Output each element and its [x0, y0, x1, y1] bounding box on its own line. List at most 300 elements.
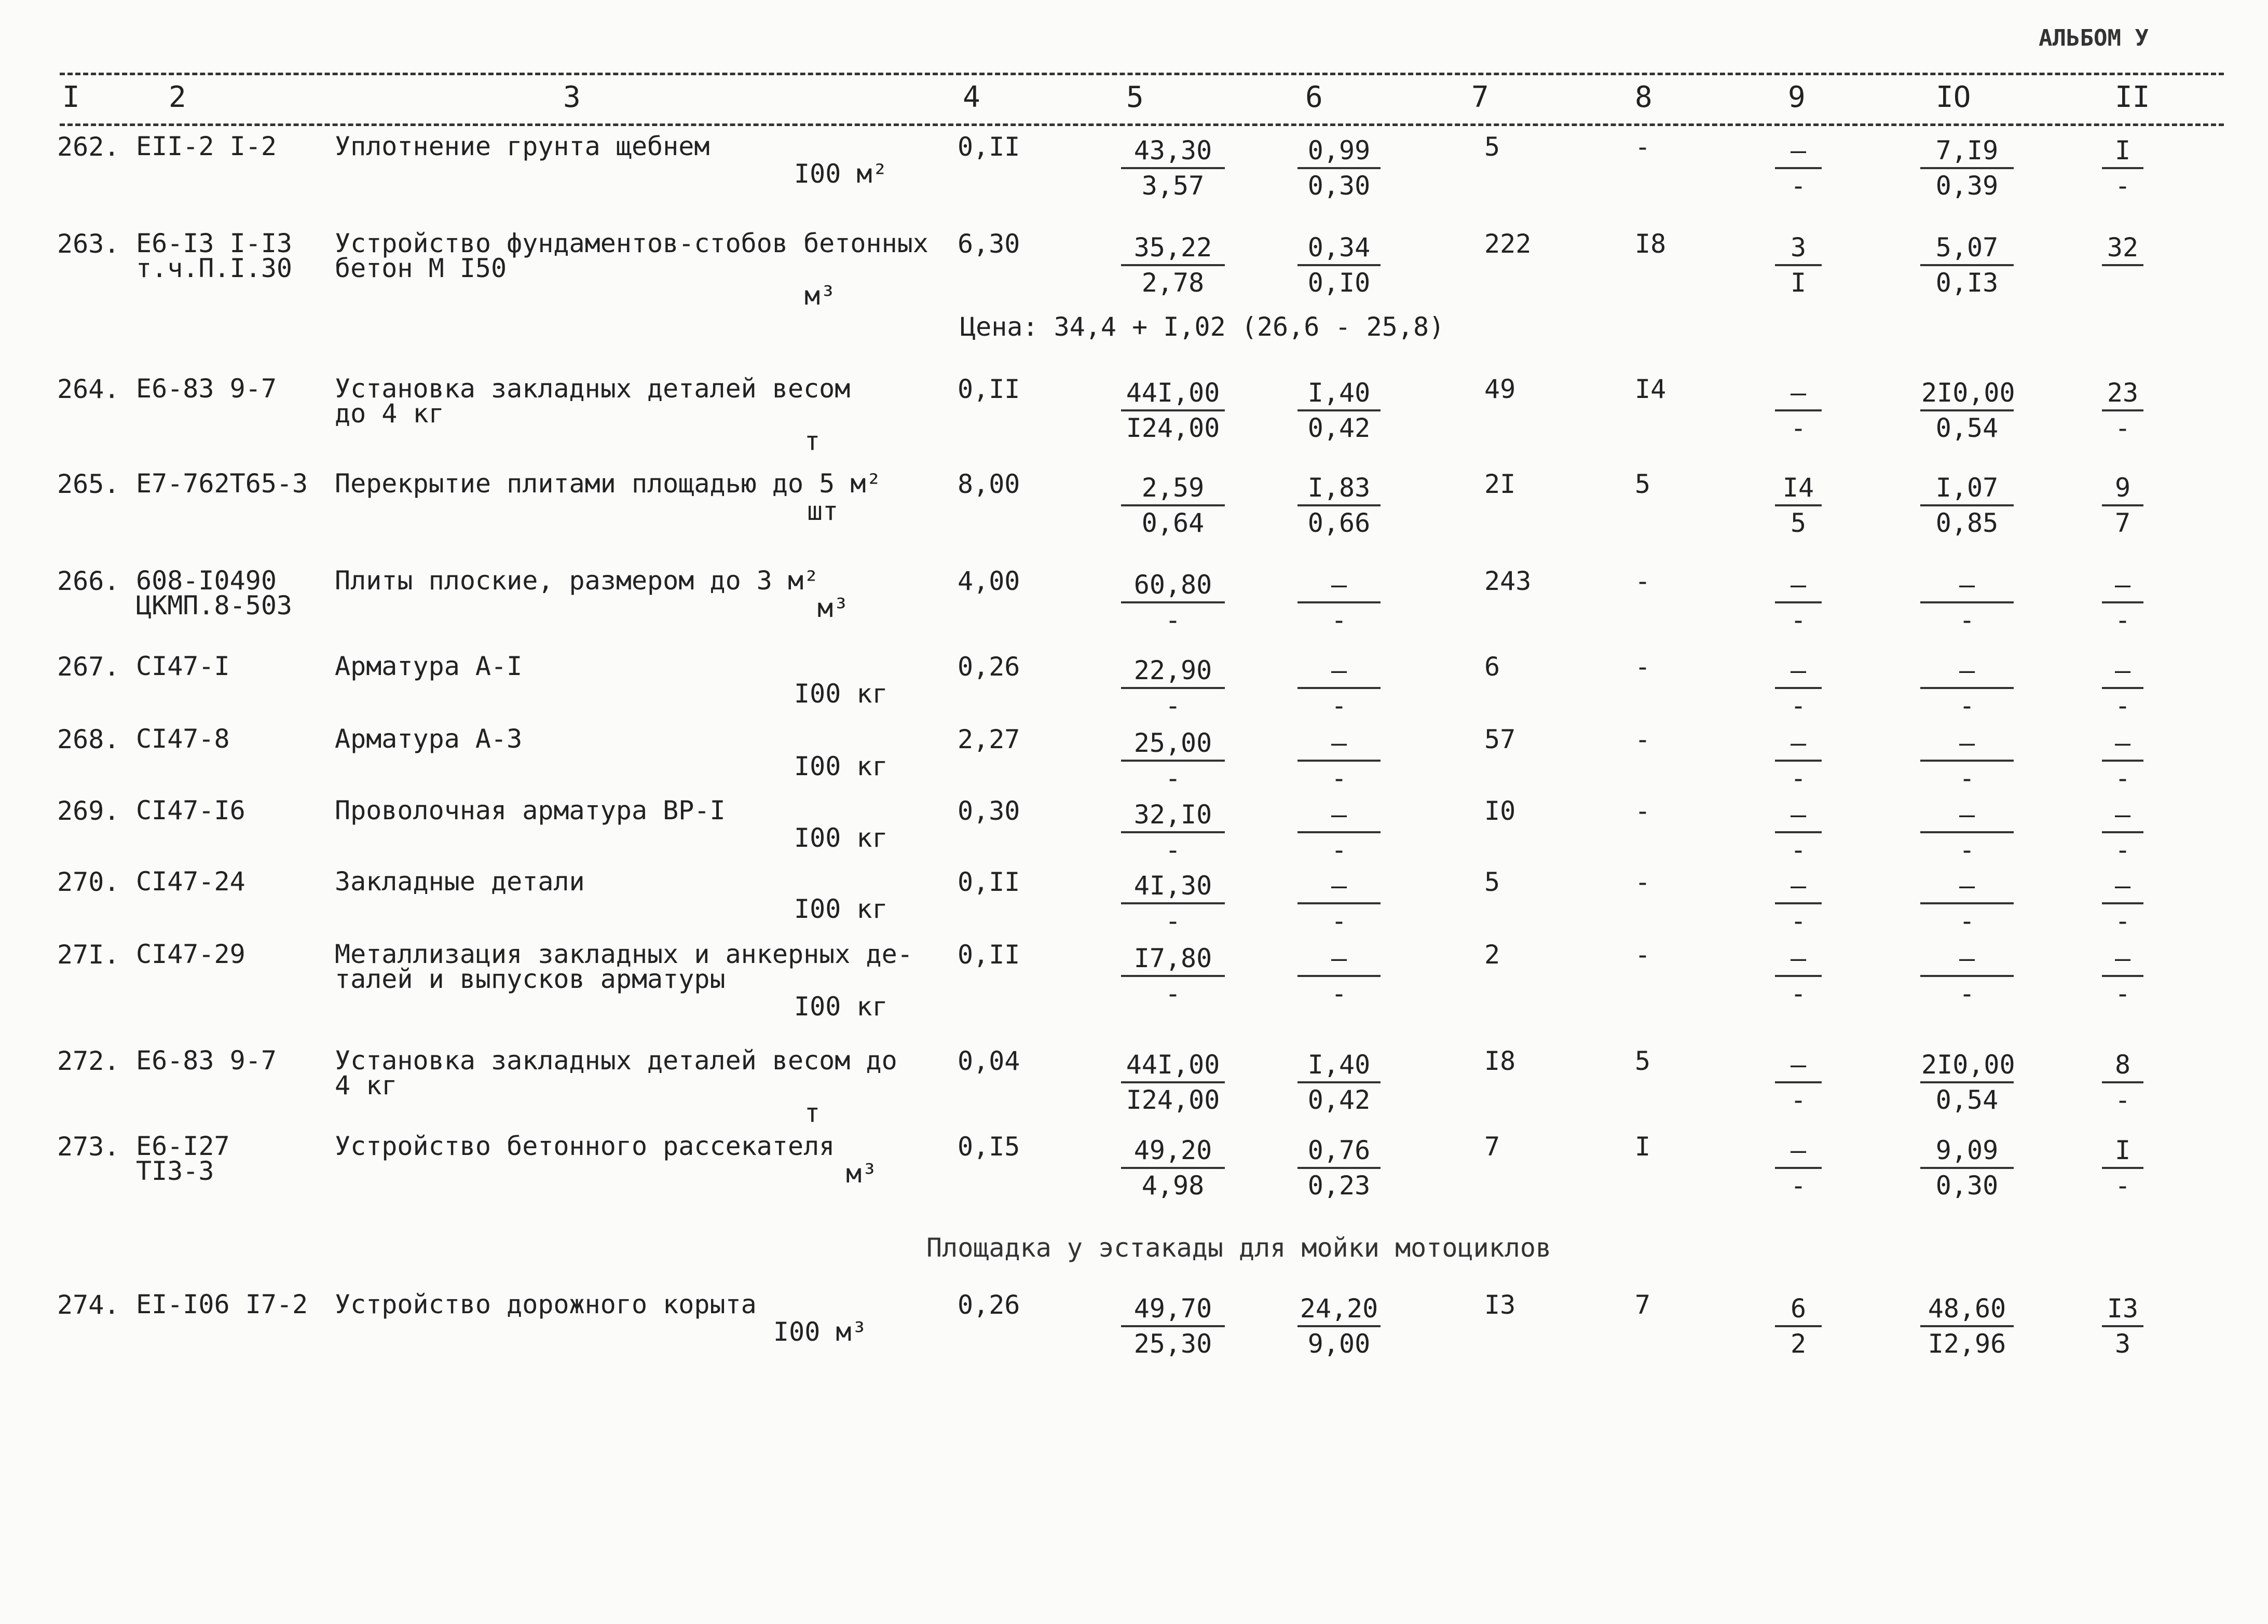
value-col9-denominator: 2	[1790, 1329, 1807, 1359]
table-row	[0, 939, 2268, 1035]
value-col7: I0	[1484, 796, 1516, 826]
cost-col5	[1121, 134, 1225, 202]
work-name: Устройство бетонного рассекателя	[335, 1131, 835, 1161]
section-title: Площадка у эстакады для мойки мотоциклов	[926, 1233, 1552, 1263]
value-col11-denominator: -	[2114, 1085, 2131, 1115]
cost-col5-denominator: -	[1165, 906, 1181, 936]
value-col11-numerator: 23	[2102, 376, 2143, 411]
cost-col5	[1121, 1048, 1225, 1117]
table-row	[0, 228, 2268, 324]
value-col11	[2102, 376, 2143, 445]
cost-col6	[1297, 1048, 1381, 1117]
value-col11-denominator: -	[2114, 763, 2131, 793]
header-bottom-rule	[60, 123, 2224, 126]
cost-col5-numerator: 44I,00	[1121, 376, 1225, 411]
value-col9-denominator: 5	[1790, 508, 1807, 538]
value-col9-denominator: -	[1790, 691, 1807, 721]
unit-of-measure: I00 кг	[794, 823, 888, 853]
cost-col5	[1121, 1292, 1225, 1360]
rate-code: 608-I0490 ЦКМП.8-503	[136, 566, 293, 621]
work-name: Проволочная арматура ВР-I	[335, 795, 726, 825]
value-col9-denominator: -	[1790, 835, 1807, 865]
value-col11-numerator: I	[2102, 1134, 2143, 1169]
cost-col6-numerator: I,40	[1297, 376, 1381, 411]
cost-col6	[1297, 726, 1381, 795]
value-col10	[1920, 134, 2014, 202]
cost-col6	[1297, 376, 1381, 445]
quantity: 0,26	[958, 1290, 1020, 1320]
value-col10-denominator: 0,39	[1935, 171, 1999, 201]
cost-col5-numerator: 25,00	[1121, 726, 1225, 762]
value-col8: 7	[1635, 1290, 1651, 1320]
rate-code: CI47-8	[136, 724, 230, 754]
value-col11	[2102, 942, 2143, 1010]
value-col9-denominator: I	[1790, 268, 1807, 298]
cost-col5-denominator: I24,00	[1126, 413, 1220, 443]
value-col8: -	[1635, 132, 1651, 162]
value-col11	[2102, 471, 2143, 540]
column-number: 5	[1126, 80, 1144, 114]
value-col7: 6	[1484, 652, 1500, 682]
value-col11-denominator: -	[2114, 979, 2131, 1009]
column-number: 7	[1471, 80, 1489, 114]
value-col7: 2I	[1484, 469, 1516, 499]
value-col9	[1775, 231, 1822, 299]
value-col10	[1920, 471, 2014, 540]
table-row	[0, 568, 2268, 662]
header-top-rule	[60, 73, 2224, 75]
value-col10	[1920, 1292, 2014, 1360]
cost-col6-denominator: -	[1331, 691, 1347, 721]
work-name: Плиты плоские, размером до 3 м²	[335, 566, 819, 596]
cost-col6	[1297, 1292, 1381, 1360]
value-col9-numerator: –	[1775, 726, 1822, 762]
value-col9-denominator: -	[1790, 906, 1807, 936]
value-col10-denominator: -	[1959, 691, 1975, 721]
value-col11-numerator: I3	[2102, 1292, 2143, 1327]
value-col8: I	[1635, 1132, 1651, 1162]
row-number: 262.	[57, 132, 120, 162]
column-number: 2	[169, 80, 186, 114]
cost-col5	[1121, 654, 1225, 722]
value-col8: I4	[1635, 374, 1666, 404]
value-col10-denominator: 0,30	[1935, 1171, 1999, 1201]
value-col10-denominator: -	[1959, 763, 1975, 793]
value-col9	[1775, 942, 1822, 1010]
row-number: 263.	[57, 229, 120, 259]
cost-col6-denominator: 0,42	[1307, 1085, 1371, 1115]
row-number: 272.	[57, 1046, 120, 1076]
value-col10	[1920, 1048, 2014, 1117]
value-col10-numerator: 9,09	[1920, 1134, 2014, 1169]
quantity: 0,II	[958, 132, 1020, 162]
value-col9	[1775, 869, 1822, 938]
value-col10	[1920, 942, 2014, 1010]
value-col11-denominator: -	[2114, 835, 2131, 865]
cost-col5	[1121, 376, 1225, 445]
rate-code: EII-2 I-2	[136, 131, 277, 161]
column-number: IO	[1936, 80, 1971, 114]
value-col7: 5	[1484, 132, 1500, 162]
value-col11-numerator: –	[2102, 568, 2143, 603]
cost-col5-numerator: 2,59	[1121, 471, 1225, 506]
column-number: 9	[1788, 80, 1806, 114]
unit-of-measure: м³	[804, 281, 836, 311]
cost-col5-numerator: 49,20	[1121, 1134, 1225, 1169]
value-col9	[1775, 798, 1822, 866]
table-row	[0, 1045, 2268, 1141]
rate-code: EI-I06 I7-2	[136, 1289, 308, 1319]
quantity: 0,II	[958, 374, 1020, 404]
value-col11	[2102, 798, 2143, 866]
value-col7: 5	[1484, 867, 1500, 897]
value-col7: 2	[1484, 940, 1500, 970]
cost-col5-denominator: 2,78	[1141, 268, 1205, 298]
value-col7: 222	[1484, 229, 1532, 259]
value-col10	[1920, 568, 2014, 637]
value-col10-numerator: –	[1920, 568, 2014, 603]
value-col10	[1920, 1134, 2014, 1202]
cost-col6-denominator: -	[1331, 906, 1347, 936]
quantity: 0,II	[958, 940, 1020, 970]
unit-of-measure: I00 кг	[794, 992, 888, 1022]
cost-col5-numerator: 43,30	[1121, 134, 1225, 169]
value-col9-numerator: –	[1775, 134, 1822, 169]
cost-col6	[1297, 869, 1381, 938]
row-number: 267.	[57, 652, 120, 682]
cost-col5	[1121, 231, 1225, 299]
cost-col6-numerator: –	[1297, 726, 1381, 762]
column-number: 3	[563, 80, 581, 114]
value-col10-denominator: -	[1959, 979, 1975, 1009]
value-col9-denominator: -	[1790, 1085, 1807, 1115]
cost-col6-numerator: 24,20	[1297, 1292, 1381, 1327]
table-row	[0, 1289, 2268, 1385]
value-col8: -	[1635, 566, 1651, 596]
value-col10-denominator: 0,85	[1935, 508, 1999, 538]
value-col8: -	[1635, 940, 1651, 970]
value-col9	[1775, 568, 1822, 637]
value-col11-numerator: 9	[2102, 471, 2143, 506]
row-number: 268.	[57, 724, 120, 754]
quantity: 6,30	[958, 229, 1020, 259]
rate-code: CI47-I	[136, 651, 230, 681]
rate-code: E6-I3 I-I3 т.ч.П.I.30	[136, 228, 293, 283]
value-col11	[2102, 1048, 2143, 1117]
column-number: 4	[963, 80, 980, 114]
cost-col6-numerator: 0,99	[1297, 134, 1381, 169]
work-name: Установка закладных деталей весом до 4 кг	[335, 374, 851, 429]
cost-col5-denominator: 0,64	[1141, 508, 1205, 538]
quantity: 0,I5	[958, 1132, 1020, 1162]
unit-of-measure: I00 м³	[773, 1317, 867, 1347]
cost-col6-numerator: 0,76	[1297, 1134, 1381, 1169]
cost-col6-denominator: 0,23	[1307, 1171, 1371, 1201]
quantity: 0,04	[958, 1046, 1020, 1076]
value-col10-denominator: -	[1959, 605, 1975, 635]
row-number: 273.	[57, 1132, 120, 1162]
cost-col6	[1297, 798, 1381, 866]
price-note: Цена: 34,4 + I,02 (26,6 - 25,8)	[960, 312, 1445, 342]
value-col9-numerator: I4	[1775, 471, 1822, 506]
value-col7: I8	[1484, 1046, 1516, 1076]
value-col11	[2102, 1134, 2143, 1202]
value-col7: 243	[1484, 566, 1532, 596]
value-col10-numerator: 48,60	[1920, 1292, 2014, 1327]
cost-col5	[1121, 798, 1225, 866]
column-number: 6	[1305, 80, 1323, 114]
cost-col5	[1121, 1134, 1225, 1202]
value-col9-numerator: –	[1775, 869, 1822, 904]
value-col9	[1775, 1134, 1822, 1202]
value-col11-numerator: –	[2102, 726, 2143, 762]
value-col11	[2102, 869, 2143, 938]
rate-code: E6-83 9-7	[136, 374, 277, 404]
row-number: 265.	[57, 469, 120, 499]
value-col10	[1920, 654, 2014, 722]
quantity: 0,30	[958, 796, 1020, 826]
table-row	[0, 131, 2268, 227]
work-name: Арматура А-3	[335, 724, 523, 754]
cost-col5-numerator: 22,90	[1121, 654, 1225, 689]
value-col9-numerator: –	[1775, 1048, 1822, 1083]
cost-col6-numerator: I,40	[1297, 1048, 1381, 1083]
cost-col6	[1297, 654, 1381, 722]
column-number: I	[62, 80, 80, 114]
cost-col6-denominator: -	[1331, 979, 1347, 1009]
value-col9	[1775, 1048, 1822, 1117]
row-number: 269.	[57, 796, 120, 826]
cost-col5	[1121, 869, 1225, 938]
cost-col5-denominator: 25,30	[1133, 1329, 1212, 1359]
work-name: Устройство фундаментов-стобов бетонных бетон М I50	[335, 228, 928, 283]
cost-col6-numerator: –	[1297, 798, 1381, 833]
work-name: Уплотнение грунта щебнем	[335, 131, 710, 161]
cost-col6-denominator: 0,42	[1307, 413, 1371, 443]
cost-col5-numerator: 32,I0	[1121, 798, 1225, 833]
cost-col6-numerator: –	[1297, 869, 1381, 904]
value-col9-denominator: -	[1790, 171, 1807, 201]
value-col7: 7	[1484, 1132, 1500, 1162]
value-col8: I8	[1635, 229, 1666, 259]
cost-col5-numerator: I7,80	[1121, 942, 1225, 977]
cost-col6-denominator: 0,66	[1307, 508, 1371, 538]
row-number: 27I.	[57, 940, 120, 970]
cost-col6-denominator: -	[1331, 835, 1347, 865]
value-col9-denominator: -	[1790, 605, 1807, 635]
row-number: 274.	[57, 1290, 120, 1320]
quantity: 0,26	[958, 652, 1020, 682]
cost-col6-denominator: 0,I0	[1307, 268, 1371, 298]
value-col10	[1920, 231, 2014, 299]
cost-col6-numerator: –	[1297, 654, 1381, 689]
value-col11	[2102, 1292, 2143, 1360]
cost-col6	[1297, 471, 1381, 540]
value-col10-numerator: I,07	[1920, 471, 2014, 506]
cost-col5-denominator: -	[1165, 763, 1181, 793]
value-col7: 49	[1484, 374, 1516, 404]
row-number: 264.	[57, 374, 120, 404]
value-col9-denominator: -	[1790, 979, 1807, 1009]
value-col11	[2102, 231, 2143, 266]
value-col10-numerator: –	[1920, 942, 2014, 977]
unit-of-measure: т	[804, 1098, 821, 1128]
cost-col6-denominator: 0,30	[1307, 171, 1371, 201]
value-col11-numerator: I	[2102, 134, 2143, 169]
cost-col5-denominator: 4,98	[1141, 1171, 1205, 1201]
cost-col5-numerator: 60,80	[1121, 568, 1225, 603]
value-col10-numerator: –	[1920, 654, 2014, 689]
value-col11-denominator: -	[2114, 691, 2131, 721]
value-col9-numerator: –	[1775, 376, 1822, 411]
value-col9-numerator: 3	[1775, 231, 1822, 266]
rate-code: E6-83 9-7	[136, 1045, 277, 1076]
value-col11-numerator: –	[2102, 942, 2143, 977]
value-col9-numerator: –	[1775, 942, 1822, 977]
value-col9	[1775, 1292, 1822, 1360]
cost-col5	[1121, 726, 1225, 795]
value-col9	[1775, 471, 1822, 540]
cost-col5-numerator: 4I,30	[1121, 869, 1225, 904]
value-col8: -	[1635, 724, 1651, 754]
cost-col6	[1297, 231, 1381, 299]
cost-col5-denominator: -	[1165, 605, 1181, 635]
album-label: АЛЬБОМ У	[2039, 25, 2149, 51]
work-name: Арматура А-I	[335, 651, 523, 681]
value-col11-numerator: 32	[2102, 231, 2143, 266]
unit-of-measure: шт	[807, 496, 839, 526]
unit-of-measure: м³	[817, 593, 849, 623]
unit-of-measure: м³	[846, 1159, 878, 1189]
cost-col6	[1297, 1134, 1381, 1202]
rate-code: E6-I27 TI3-3	[136, 1131, 230, 1186]
cost-col6-numerator: I,83	[1297, 471, 1381, 506]
value-col7: I3	[1484, 1290, 1516, 1320]
value-col10	[1920, 376, 2014, 445]
value-col11-denominator: -	[2114, 1171, 2131, 1201]
value-col9-numerator: 6	[1775, 1292, 1822, 1327]
value-col10-denominator: 0,54	[1935, 413, 1999, 443]
value-col11-numerator: –	[2102, 798, 2143, 833]
cost-col5-numerator: 44I,00	[1121, 1048, 1225, 1083]
work-name: Установка закладных деталей весом до 4 кг	[335, 1045, 897, 1100]
value-col10-numerator: 7,I9	[1920, 134, 2014, 169]
cost-col5-denominator: -	[1165, 979, 1181, 1009]
work-name: Металлизация закладных и анкерных де- талей и выпусков арматуры	[335, 939, 913, 994]
cost-col6-denominator: -	[1331, 763, 1347, 793]
value-col10-numerator: –	[1920, 726, 2014, 762]
column-number: II	[2115, 80, 2150, 114]
value-col11-denominator: 7	[2114, 508, 2131, 538]
value-col9-numerator: –	[1775, 654, 1822, 689]
cost-col5-denominator: 3,57	[1141, 171, 1205, 201]
rate-code: CI47-I6	[136, 795, 245, 825]
cost-col6	[1297, 568, 1381, 637]
value-col11-denominator: -	[2114, 413, 2131, 443]
value-col9-denominator: -	[1790, 1171, 1807, 1201]
cost-col5-denominator: -	[1165, 835, 1181, 865]
cost-col5-denominator: -	[1165, 691, 1181, 721]
cost-col5	[1121, 471, 1225, 540]
value-col11-denominator: -	[2114, 171, 2131, 201]
value-col11	[2102, 726, 2143, 795]
work-name: Закладные детали	[335, 866, 585, 897]
row-number: 266.	[57, 566, 120, 596]
value-col11	[2102, 654, 2143, 722]
value-col10-numerator: 2I0,00	[1920, 1048, 2014, 1083]
column-number: 8	[1635, 80, 1652, 114]
value-col10-denominator: I2,96	[1928, 1329, 2006, 1359]
cost-col6-numerator: –	[1297, 942, 1381, 977]
cost-col6-numerator: –	[1297, 568, 1381, 603]
cost-col5-numerator: 35,22	[1121, 231, 1225, 266]
unit-of-measure: т	[804, 426, 821, 456]
value-col10	[1920, 726, 2014, 795]
cost-col5-denominator: I24,00	[1126, 1085, 1220, 1115]
value-col11-denominator: -	[2114, 906, 2131, 936]
quantity: 4,00	[958, 566, 1020, 596]
cost-col6-denominator: -	[1331, 605, 1347, 635]
value-col11-denominator: -	[2114, 605, 2131, 635]
cost-col6	[1297, 134, 1381, 202]
value-col9	[1775, 376, 1822, 445]
value-col11-numerator: 8	[2102, 1048, 2143, 1083]
row-number: 270.	[57, 867, 120, 897]
value-col10-numerator: 2I0,00	[1920, 376, 2014, 411]
value-col9	[1775, 726, 1822, 795]
value-col9-denominator: -	[1790, 763, 1807, 793]
quantity: 8,00	[958, 469, 1020, 499]
unit-of-measure: I00 кг	[794, 679, 888, 709]
unit-of-measure: I00 м²	[794, 159, 888, 189]
value-col10	[1920, 798, 2014, 866]
value-col10-denominator: 0,I3	[1935, 268, 1999, 298]
value-col10-numerator: –	[1920, 798, 2014, 833]
value-col10-denominator: 0,54	[1935, 1085, 1999, 1115]
cost-col6	[1297, 942, 1381, 1010]
cost-col6-numerator: 0,34	[1297, 231, 1381, 266]
value-col11	[2102, 568, 2143, 637]
value-col8: 5	[1635, 469, 1651, 499]
work-name: Перекрытие плитами площадью до 5 м²	[335, 469, 882, 499]
table-row	[0, 1131, 2268, 1227]
rate-code: CI47-24	[136, 866, 245, 897]
value-col9	[1775, 134, 1822, 202]
rate-code: E7-762T65-3	[136, 469, 308, 499]
value-col8: 5	[1635, 1046, 1651, 1076]
cost-col5	[1121, 942, 1225, 1010]
value-col9	[1775, 654, 1822, 722]
cost-col5	[1121, 568, 1225, 637]
table-row	[0, 471, 2268, 565]
cost-col5-numerator: 49,70	[1121, 1292, 1225, 1327]
value-col7: 57	[1484, 724, 1516, 754]
quantity: 0,II	[958, 867, 1020, 897]
value-col11	[2102, 134, 2143, 202]
value-col11-numerator: –	[2102, 869, 2143, 904]
cost-col6-denominator: 9,00	[1307, 1329, 1371, 1359]
value-col8: -	[1635, 867, 1651, 897]
value-col8: -	[1635, 652, 1651, 682]
value-col10-numerator: 5,07	[1920, 231, 2014, 266]
value-col9-numerator: –	[1775, 1134, 1822, 1169]
value-col10-denominator: -	[1959, 906, 1975, 936]
unit-of-measure: I00 кг	[794, 751, 888, 781]
value-col9-denominator: -	[1790, 413, 1807, 443]
value-col8: -	[1635, 796, 1651, 826]
value-col10-denominator: -	[1959, 835, 1975, 865]
work-name: Устройство дорожного корыта	[335, 1289, 757, 1319]
